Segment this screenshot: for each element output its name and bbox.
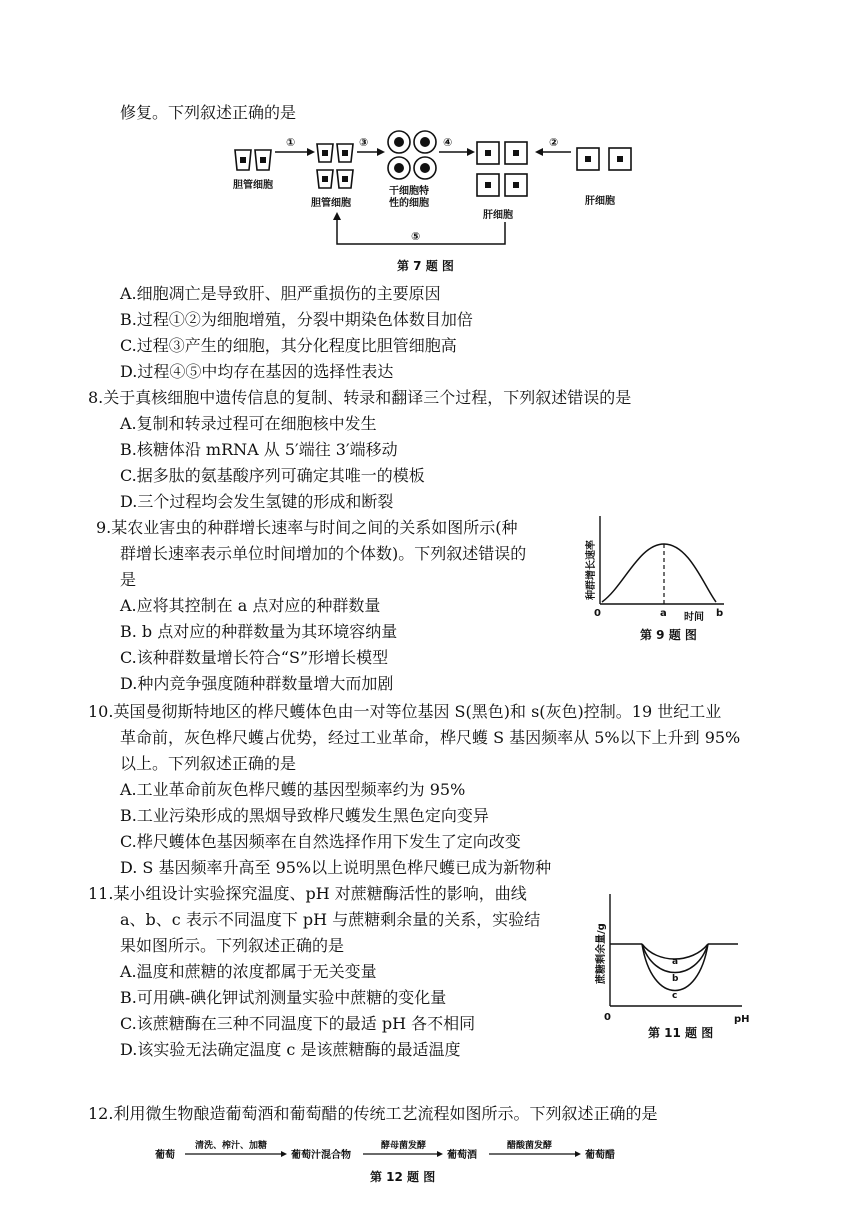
flow-wine: 葡萄酒 xyxy=(447,1150,477,1161)
fig9-caption: 第 9 题 图 xyxy=(640,628,697,642)
q9-option-d: D.种内竞争强度随种群数量增大而加剧 xyxy=(120,674,394,693)
fig9-xlabel: 时间 xyxy=(684,612,704,623)
q9-option-a: A.应将其控制在 a 点对应的种群数量 xyxy=(120,596,381,615)
fig11-xlabel: pH xyxy=(734,1014,750,1025)
fig9-x-mark-b: b xyxy=(716,608,724,619)
q9-stem-1: 9.某农业害虫的种群增长速率与时间之间的关系如图所示(种 xyxy=(96,518,518,537)
bile-duct-cells-middle xyxy=(317,144,353,188)
q10-option-d: D. S 基因频率升高至 95%以上说明黑色桦尺蠖已成为新物种 xyxy=(120,858,552,877)
fig7-label-5: 肝细胞 xyxy=(585,196,615,207)
q8-option-b: B.核糖体沿 mRNA 从 5′端往 3′端移动 xyxy=(120,440,398,459)
q10-option-c: C.桦尺蠖体色基因频率在自然选择作用下发生了定向改变 xyxy=(120,832,521,851)
q7-option-d: D.过程④⑤中均存在基因的选择性表达 xyxy=(120,362,394,381)
flow-grape: 葡萄 xyxy=(155,1150,175,1161)
fig7-label-3b: 性的细胞 xyxy=(389,198,429,209)
q8-option-a: A.复制和转录过程可在细胞核中发生 xyxy=(120,414,377,433)
fig7-step-3: ③ xyxy=(359,136,369,149)
flow-step-3: 醋酸菌发酵 xyxy=(507,1141,553,1151)
fig11-series-b: b xyxy=(672,974,679,984)
q9-option-c: C.该种群数量增长符合“S”形增长模型 xyxy=(120,648,389,667)
fig12-caption: 第 12 题 图 xyxy=(370,1170,436,1184)
fig9-x-mark-a: a xyxy=(660,608,667,619)
q10-stem-2: 革命前，灰色桦尺蠖占优势，经过工业革命，桦尺蠖 S 基因频率从 5%以下上升到 95% xyxy=(120,728,741,747)
fig7-step-4: ④ xyxy=(443,136,453,149)
q10-stem-3: 以上。下列叙述正确的是 xyxy=(120,754,297,773)
q12-stem: 12.利用微生物酿造葡萄酒和葡萄醋的传统工艺流程如图所示。下列叙述正确的是 xyxy=(88,1104,658,1123)
q7-option-b: B.过程①②为细胞增殖，分裂中期染色体数目加倍 xyxy=(120,310,473,329)
figure-12-flow xyxy=(155,1140,635,1168)
figure-9-chart xyxy=(584,516,734,628)
fig9-ylabel: 种群增长速率 xyxy=(586,540,597,600)
flow-step-1: 清洗、榨汁、加糖 xyxy=(195,1141,268,1151)
fig7-label-3a: 干细胞特 xyxy=(389,186,429,197)
q8-stem: 8.关于真核细胞中遗传信息的复制、转录和翻译三个过程，下列叙述错误的是 xyxy=(88,388,632,407)
fig9-origin: 0 xyxy=(594,608,601,619)
fig11-origin: 0 xyxy=(604,1012,611,1023)
figure-7-diagram xyxy=(225,128,645,258)
fig7-step-1: ① xyxy=(286,136,296,149)
q11-stem-3: 果如图所示。下列叙述正确的是 xyxy=(120,936,345,955)
fig7-step-2: ② xyxy=(549,136,559,149)
flow-juice: 葡萄汁混合物 xyxy=(291,1150,351,1161)
q8-option-d: D.三个过程均会发生氢键的形成和断裂 xyxy=(120,492,394,511)
q11-option-b: B.可用碘-碘化钾试剂测量实验中蔗糖的变化量 xyxy=(120,988,447,1007)
q11-option-c: C.该蔗糖酶在三种不同温度下的最适 pH 各不相同 xyxy=(120,1014,476,1033)
q9-stem-2: 群增长速率表示单位时间增加的个体数)。下列叙述错误的 xyxy=(120,544,527,563)
q11-option-a: A.温度和蔗糖的浓度都属于无关变量 xyxy=(120,962,377,981)
q9-option-b: B. b 点对应的种群数量为其环境容纳量 xyxy=(120,622,398,641)
q11-stem-1: 11.某小组设计实验探究温度、pH 对蔗糖酶活性的影响，曲线 xyxy=(88,884,527,903)
fig7-step-5: ⑤ xyxy=(411,230,421,243)
q7-option-c: C.过程③产生的细胞，其分化程度比胆管细胞高 xyxy=(120,336,457,355)
fig11-ylabel: 蔗糖剩余量/g xyxy=(596,923,607,984)
fig7-caption: 第 7 题 图 xyxy=(397,259,454,273)
fig7-label-1: 胆管细胞 xyxy=(233,180,273,191)
q10-stem-1: 10.英国曼彻斯特地区的桦尺蠖体色由一对等位基因 S(黑色)和 s(灰色)控制。19 世纪工业 xyxy=(88,702,722,721)
flow-step-2: 酵母菌发酵 xyxy=(381,1141,427,1151)
fig11-caption: 第 11 题 图 xyxy=(648,1026,714,1040)
figure-11-chart xyxy=(592,894,752,1024)
hepatocytes-middle xyxy=(477,142,527,196)
stem-like-cells xyxy=(388,131,436,179)
q11-option-d: D.该实验无法确定温度 c 是该蔗糖酶的最适温度 xyxy=(120,1040,461,1059)
intro-text: 修复。下列叙述正确的是 xyxy=(120,103,297,122)
q10-option-a: A.工业革命前灰色桦尺蠖的基因型频率约为 95% xyxy=(120,780,466,799)
q9-stem-3: 是 xyxy=(120,570,137,589)
flow-vinegar: 葡萄醋 xyxy=(585,1150,615,1161)
fig7-label-4: 肝细胞 xyxy=(483,210,513,221)
fig7-label-2: 胆管细胞 xyxy=(311,198,351,209)
q10-option-b: B.工业污染形成的黑烟导致桦尺蠖发生黑色定向变异 xyxy=(120,806,489,825)
bile-duct-cells-left xyxy=(235,150,271,170)
fig9-curve xyxy=(602,544,716,602)
q11-stem-2: a、b、c 表示不同温度下 pH 与蔗糖剩余量的关系，实验结 xyxy=(120,910,541,929)
q8-option-c: C.据多肽的氨基酸序列可确定其唯一的模板 xyxy=(120,466,425,485)
hepatocytes-right xyxy=(577,148,631,170)
fig11-series-c: c xyxy=(672,991,678,1001)
q7-option-a: A.细胞凋亡是导致肝、胆严重损伤的主要原因 xyxy=(120,284,441,303)
fig11-series-a: a xyxy=(672,957,679,967)
